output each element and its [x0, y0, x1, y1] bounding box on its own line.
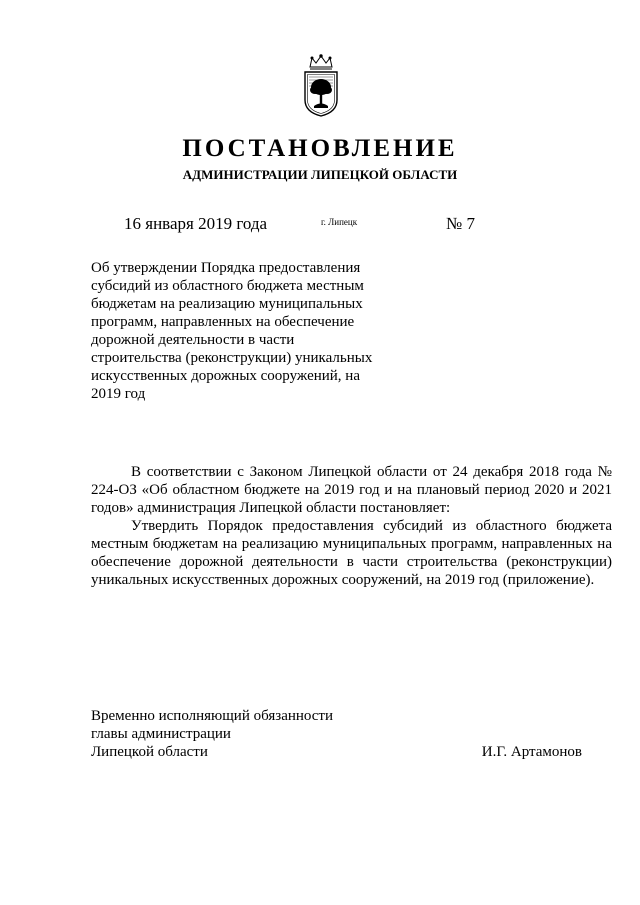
document-date: 16 января 2019 года — [124, 214, 268, 233]
subject-line: искусственных дорожных сооружений, на — [91, 368, 360, 384]
subject-line: дорожной деятельности в части — [91, 332, 295, 348]
signatory-position-line: Липецкой области — [91, 744, 208, 760]
document-title: ПОСТАНОВЛЕНИЕ — [182, 135, 458, 162]
subject-line: субсидий из областного бюджета местным — [91, 278, 364, 294]
subject-line: строительства (реконструкции) уникальных — [91, 350, 373, 366]
document-body — [91, 463, 612, 589]
subject-line: программ, направленных на обеспечение — [91, 314, 355, 330]
issuing-authority: АДМИНИСТРАЦИИ ЛИПЕЦКОЙ ОБЛАСТИ — [182, 167, 458, 182]
signature-block — [91, 707, 612, 761]
document-number: № 7 — [446, 214, 475, 233]
signatory-position-line: главы администрации — [91, 726, 231, 742]
signatory-name: И.Г. Артамонов — [481, 744, 582, 760]
subject-line: бюджетам на реализацию муниципальных — [91, 296, 363, 312]
crown-icon — [310, 55, 332, 69]
preamble-paragraph: В соответствии с Законом Липецкой области от 24 декабря 2018 года № 224-ОЗ «Об областном бюджете на 2019 год и на плановый период 2020 и 2021 годов» администрация Липецкой области постановляет: — [91, 464, 612, 516]
document-city: г. Липецк — [321, 217, 358, 227]
signatory-position-line: Временно исполняющий обязанности — [91, 708, 334, 724]
document-subject — [91, 259, 381, 403]
subject-line: Об утверждении Порядка предоставления — [91, 260, 361, 276]
resolution-paragraph: Утвердить Порядок предоставления субсидий из областного бюджета местным бюджетам на реализацию муниципальных программ, направленных на обеспечение дорожной деятельности в части строительства (реконструкции) уникальных искусственных дорожных сооружений, на 2019 год (приложение). — [91, 518, 612, 588]
coat-of-arms-icon — [298, 54, 344, 118]
subject-line: 2019 год — [91, 386, 146, 402]
